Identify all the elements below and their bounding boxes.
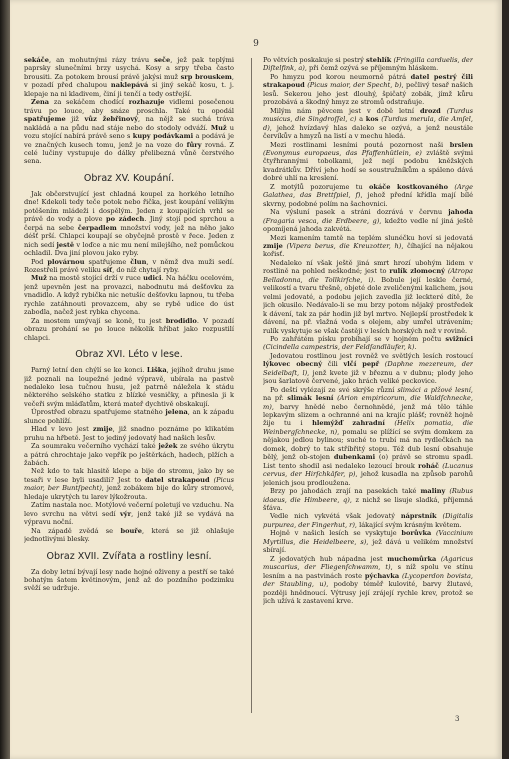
paragraph: Po větvích poskakuje si pestrý stehlík (Fringilla carduelis, der Diſtelfink, a), při čemž ozývá se příjemným hláskem. bbox=[263, 56, 473, 73]
paragraph: Za doby letní bývají lesy nade hojné oživeny a pestří se také bohatým šatem květinovým, jenž až do pozdního podzimku svěží se udržuje. bbox=[24, 567, 234, 593]
paragraph: Na výsluní pasek a stráni dozrává v červnu jahoda (Fragaria vesca, die Erdbeere, g), kdežto vedle ní jiná ještě opomíjená jahoda zakvétá. bbox=[263, 208, 473, 234]
paragraph: Po hmyzu pod korou neumorně pátrá datel pestrý čili strakapoud (Picus maior, der Specht, b), pečlivý tesař našich lesů. Sekerou jeho jest dlouhý, špičatý zobák, jímž kůru prozobává a škodný hmyz ze stromů odstraňuje. bbox=[263, 72, 473, 107]
paragraph: Po zahřátém písku probíhají se v hojném počtu svižníci (Cicindella campestris, der Feldſandläufer, k). bbox=[263, 334, 473, 352]
paragraph: Jak občerstvující jest chladná koupel za horkého letního dne! Kdekoli tedy teče potok nebo řička, jest koupání velikým potěšením mládeži i dospělým. Jeden z koupajících vrhl se právě do vody a plove po zádech. Jiný stojí pod sprchou a čerpá na sebe čerpadlem množství vody, jež na něho jako déšť prší. Chlapci koupají se obyčejně prostě v řece. Jeden z nich sedí jestě v loďce a nic mu není milejšího, než pomůckou ochladil. Dva jiní plovou jako ryby. bbox=[24, 189, 234, 258]
paragraph: Hlad v levo jest zmije, již snadno poznáme po klikatém pruhu na hřbetě. Jest to jediný jedovatý had našich lesův. bbox=[24, 425, 234, 442]
paragraph: Pod plovárnou spatřujeme člun, v němž dva muži sedí. Rozestřeli právě veliku síť, do níž chytají ryby. bbox=[24, 257, 234, 274]
paragraph: Zena za sekáčem chodící rozhazuje vidlemi posečenou trávu po louce, aby snáze proschla. Také tu opodál spatřujeme již vůz žebřinový, na nějž se suchá tráva nakládá a na půdu nad stáje nebo do stodoly odváží. Muž u vozu stojící nabírá právě seno s kupy podávkami a podává je ve značných kusech tomu, jenž je na voze do fůry rovná. Z celé lučiny vystupuje do dálky přelibezná vůně čerstvého sena. bbox=[24, 98, 234, 166]
paragraph: Mezi rostlinami lesními poutá pozornost naši brslen (Evonymus europaeus, das Pfaffenhütlein, e) zvláště svými čtyřhrannými tobolkami, jež nejí podobu kněžských kvadrátkův. Dříví jeho hodí se soustružníkům a spáleno dává dobré uhlí na kreslení. bbox=[263, 140, 473, 183]
section-heading: Obraz XVII. Zvířata a rostliny lesní. bbox=[46, 550, 212, 562]
signature-mark: 3 bbox=[455, 715, 460, 723]
right-column bbox=[263, 56, 473, 716]
paragraph: Za soumraku večerního vychází také ježek ze svého úkrytu a pátrá chrochtaje jako vepřík po ještěrkách, hadech, plžích a žabách. bbox=[24, 442, 234, 468]
paragraph: Jedovatou rostlinou jest rovněž ve světlých lesích rostoucí lýkovec obecný čili vlčí pepř (Daphne mezereum, der Seidelbaſt, l), jenž kvete již v březnu a v dubnu; plody jeho jsou šarlatově červené, jako hrách veliké peckovice. bbox=[263, 351, 473, 386]
paragraph: Než kdo to tak hlasitě klepe a bije do stromu, jako by se tesaři v lese byli usadili? Jest to datel strakapoud (Picus maior, ber Buntſpecht), jenž zobákem bije do kůry stromové, hledaje ukrytých tu larev lýkožrouta. bbox=[24, 467, 234, 501]
paragraph: Milým nám pěvcem jest v době letní drozd (Turdus musicus, die Singdroſſel, c) a kos (Turdus merula, die Amſel, d), jehož hvízdavý hlas daleko se ozývá, a jenž neustále červíkův a hmyzů na listí a v mechu hledá. bbox=[263, 106, 473, 141]
paragraph: Muž na mostě stojící drží v ruce udici. Na háčku ocelovém, jenž upevněn jest na provazci, nabodnutu má dešťovku za vnadidlo. A když rybička nic netušíc dešťovku lapnou, tu třeba rychle zatáhnouti provazcem, aby se rybě udice do úst zabodla, načež jest rybka chycena. bbox=[24, 274, 234, 317]
paragraph: Z jedovatých hub nápadna jest muchomůrka (Agaricus muscarius, der Fliegenſchwamm, t), s níž spolu ve stínu lesním a na pastvinách roste pýchavka (Lycoperdon bovista, der Staubling, u), podoby téměř kulovité, barvy žlutavé, později hnědnoucí. Výtrusy její zrájejí rychle krev, protož se jich užívá k zastavení krve. bbox=[263, 554, 473, 605]
paragraph: Parný letní den chýlí se ke konci. Liška, jejíhož druhu jsme již poznali na loupežné jedné výpravě, ubírala na pastvě nedaleko lesa tučnou husu, jež patrně náležela k stádu některého selského statku z blízké vesničky, a přinesla ji k večeři svým mláďatům, která mateř dychtivě obskakují. bbox=[24, 366, 234, 408]
paragraph: Mezi kamením tamtě na teplém slunéčku hoví si jedovatá zmije (Vipera berus, die Kreuzotter, h), číhající na nějakou kořisť. bbox=[263, 233, 473, 259]
book-spine bbox=[0, 0, 10, 759]
paragraph: Nedaleko ní však ještě jiná smrt hrozí ubohým lidem v rostlině na pohled neškodné; jest to rulík zlomocný (Atropa Belladonna, die Tollkirſche, i). Bobule její leskle černé, velikostí a tvaru třešně, objeté dole zveličenými kalichem, jsou velmi jedovaté, a podobu jejich zavedla již leckteré dítě, že jich okusilo. Nedávalo-li se mu brzy potom nějaký prostředek k dávení, tak za pár hodin již byl mrtvo. Nejlepší prostředek k dávení, na př. vlažná voda s olejem, aby umřel utrávením; rulík vyskytuje se však častěji v lesích horských než v rovině. bbox=[263, 258, 473, 335]
paragraph: Zatím nastala noc. Motýlové večerní poletují ve vzduchu. Na levo svrchu na větvi sedí výr, jenž také již se vydává na výpravu noční. bbox=[24, 501, 234, 527]
column-divider bbox=[251, 58, 252, 713]
section-heading: Obraz XV. Koupání. bbox=[83, 172, 175, 184]
paragraph: Hojně v našich lesích se vyskytuje borůvka (Vaccinium Myrtillus, die Heidelbeere, s), jež dává u velikém množství sbírají. bbox=[263, 529, 473, 555]
paragraph: Za mostem umývají se koně, tu jest brodidlo. V pozadí obrazu prohání se po louce několik hříbat jako rozpustilí chlapci. bbox=[24, 316, 234, 342]
paragraph: Vedle nich vykvétá však jedovatý náprstník (Digitalis purpurea, der Fingerhut, r), lákající svým krásným květem. bbox=[263, 512, 473, 529]
section-heading: Obraz XVI. Léto v lese. bbox=[75, 349, 183, 361]
left-column bbox=[24, 56, 234, 716]
book-page bbox=[10, 0, 502, 759]
page-number: 9 bbox=[253, 39, 259, 49]
paragraph: Úprostřed obrazu spatřujeme statného jelena, an k západu slunce pohlíží. bbox=[24, 408, 234, 425]
paragraph: Po deští vylézají ze své skrýše různí slimáci a plžové lesní, na př. slimák lesní (Arion empiricorum, die Waldſchnecke, m), barvy hnědé nebo černohnědé, jenž má tělo táhle lepkavým slizem a ochranné ani na krajíc plášť; rovněž hojně žije tu i hlemýžď zahradní (Helix pomatia, die Weinbergſchnecke, n), pomalu se plížící se svým domkem za nějakou jedlou bylinou; suché to trubí má na rydlečkách na domek, dobrý to tak stříbřitý stopu. Též dub lesní obsahuje bělý, jenž ob-stojen dubenkami (o) právě se stromu spadl. List tento shodil asi nedaleko lezoucí brouk roháč (Lucanus cervus, der Hirſchkäfer, p), jehož kusadla na způsob parohů jelenich jsou prodloužena. bbox=[263, 385, 473, 487]
paragraph: Na západě zvědá se bouře, která se již ohlašuje jednotlivými blesky. bbox=[24, 526, 234, 544]
paragraph: Brzy po jahodách zrají na pasekách také maliny (Rubus idaeus, die Himbeere, q), z nichž se lisuje sladká, příjemná šťáva. bbox=[263, 487, 473, 513]
paragraph: sekáče, an mohutnými rázy trávu seče, jež pak teplými paprsky slunečními brzy usychá. Kosy a srpy třeba často brousiti. Za potokem brousí právě jakýsi muž srp brouskem, v pozadí před chalupou naklepává si jiný sekáč kosu, t. j. klepaje na ni kladivem, činí ji tenčí a tedy ostřejší. bbox=[24, 56, 234, 98]
paragraph: Z motýlů pozorujeme tu okáče kostkovaného (Arge Galathea, das Brettſpiel, f), jehož přední křídla mají bílé skvrny, podobné polím na šachovnici. bbox=[263, 182, 473, 208]
